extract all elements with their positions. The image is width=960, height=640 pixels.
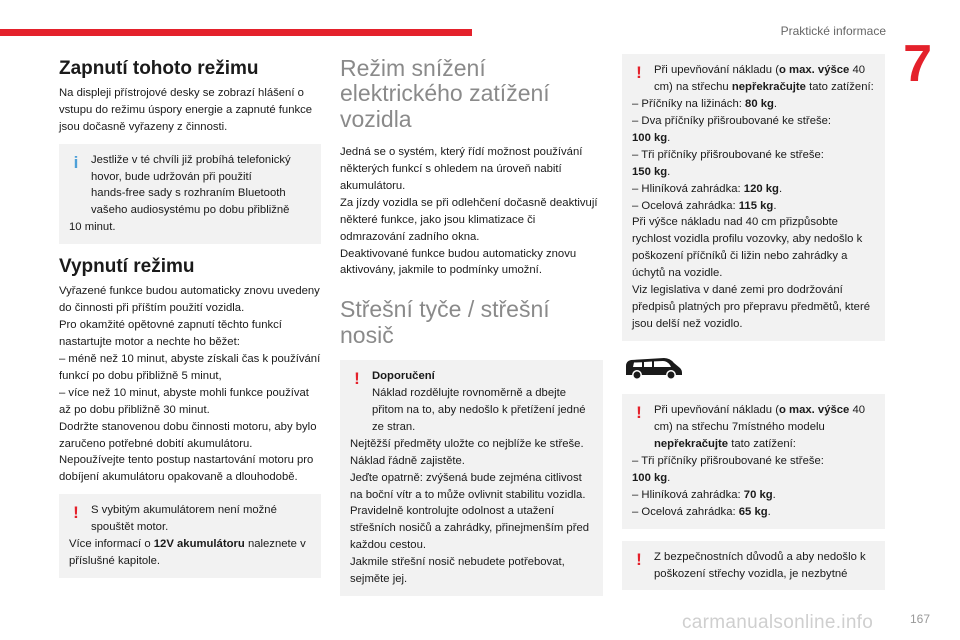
section-title-load-shedding: Režim snížení elektrického zatížení vozidla (340, 55, 550, 132)
warning-icon: ! (73, 503, 79, 523)
warning-box-recommendation: ! Doporučení Náklad rozdělujte rovnoměrně a dbejte přitom na to, aby nedošlo k přetížení jedné ze stran. Nejtěžší předměty uložte co nejblíže ke střeše. Náklad řádně zajistěte. Jeďte opatrně: zvýšená bude zejména citlivost na boční vítr a to může ovlivnit stabilitu vozidla. Pravidelně kontrolujte odolnost a utažení střešních nosičů a zahrádky, přinejmenším před každou cestou. Jakmile střešní nosič nebudete potřebovat, sejměte jej. (340, 360, 603, 596)
warning-icon: ! (636, 549, 642, 569)
section-title-activation: Zapnutí tohoto režimu (59, 58, 259, 79)
chapter-title: Praktické informace (780, 24, 886, 38)
warning-icon: ! (354, 368, 360, 388)
warning-box-safety: ! Z bezpečnostních důvodů a aby nedošlo k poškození střechy vozidla, je nezbytné (622, 541, 885, 591)
section-title-deactivation: Vypnutí režimu (59, 256, 195, 278)
column-left (59, 52, 321, 590)
warning-box-7seat-load: ! Při upevňování nákladu (o max. výšce 40 cm) na střechu 7místného modelu nepřekračujte tato zatížení: – Tři příčníky přišroubované ke střeše: 100 kg. – Hliníková zahrádka: 70 kg. – Ocelová zahrádka: 65 kg. (622, 394, 885, 529)
section-title-roof-bars: Střešní tyče / střešní nosič (340, 296, 550, 348)
warning-icon: ! (636, 63, 642, 82)
column-right (622, 52, 885, 602)
van-icon (622, 355, 885, 386)
load-shedding-text: Jedná se o systém, který řídí možnost používání některých funkcí s ohledem na úroveň nabití akumulátoru. Za jízdy vozidla se při odlehčení dočasně deaktivují některé funkce, jako jsou klimatizace či odmrazování zadního okna. Deaktivované funkce budou automaticky znovu aktivovány, jakmile to podmínky umožní. (340, 145, 598, 277)
watermark: carmanualsonline.info (682, 612, 874, 633)
warning-box-roof-load: ! Při upevňování nákladu (o max. výšce 40 cm) na střechu nepřekračujte tato zatížení: – Příčníky na ližinách: 80 kg. – Dva příčníky přišroubované ke střeše: 100 kg. – Tři příčníky přišroubované ke střeše: 150 kg. – Hliníková zahrádka: 120 kg. – Ocelová zahrádka: 115 kg. Při výšce nákladu nad 40 cm přizpůsobte rychlost vozidla profilu vozovky, aby nedošlo k poškození příčníků či ližin nebo zahrádky a úchytů na vozidle. Viz legislativa v dané zemi pro dodržování předpisů platných pro přepravu předmětů, které jsou delší než vozidlo. (622, 54, 885, 341)
deactivation-text: Vyřazené funkce budou automaticky znovu uvedeny do činnosti při příštím použití vozidla. Pro okamžité opětovné zapnutí těchto funkcí nastartujte motor a nechte ho běžet: – méně než 10 minut, abyste získali čas k používání funkcí po dobu přibližně 5 minut, – více než 10 minut, abyste mohli funkce používat až po dobu přibližně 30 minut. Dodržte stanovenou dobu činnosti motoru, aby bylo zaručeno potřebné dobití akumulátoru. Nepoužívejte tento postup nastartování motoru pro dobíjení akumulátoru opakovaně a dlouhodobě. (59, 285, 321, 484)
chapter-number: 7 (903, 35, 932, 93)
activation-text: Na displeji přístrojové desky se zobrazí hlášení o vstupu do režimu úspory energie a zapnuté funkce jsou dočasně vyřazeny z činnosti. (59, 86, 313, 133)
info-icon: i (73, 152, 79, 172)
page-number: 167 (909, 612, 930, 626)
column-middle (340, 52, 603, 608)
info-box: i Jestliže v té chvíli již probíhá telefonický hovor, bude udržován při použití hands-free sady s rozhraním Bluetooth vašeho audiosystému po dobu přibližně 10 minut. (59, 144, 321, 245)
top-accent-bar (0, 29, 472, 36)
warning-box-battery: ! S vybitým akumulátorem není možné spouštět motor. Více informací o 12V akumulátoru naleznete v příslušné kapitole. (59, 494, 321, 578)
warning-icon: ! (636, 403, 642, 422)
